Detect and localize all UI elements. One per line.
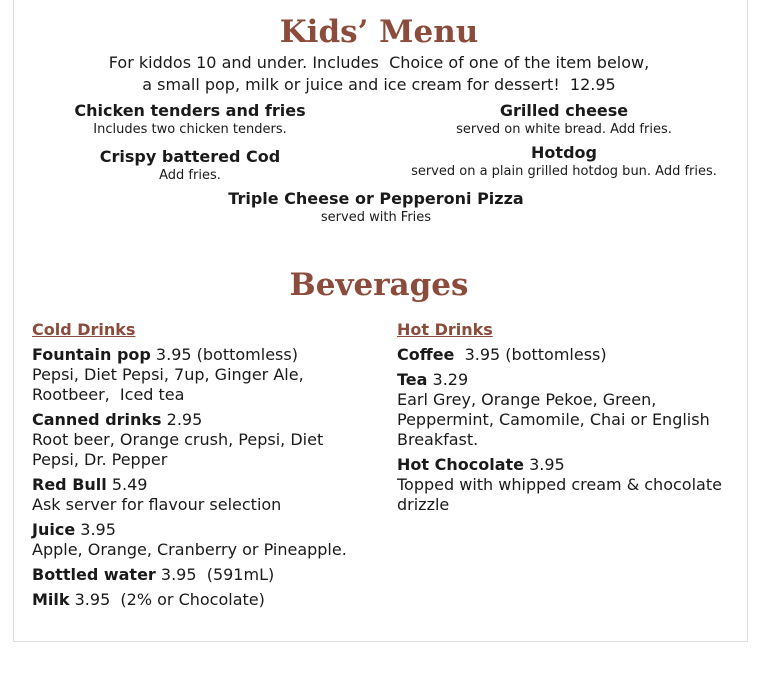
drink-item <box>32 345 372 405</box>
drink-price: 3.95 (2% or Chocolate) <box>69 590 265 609</box>
drink-name: Canned drinks <box>32 410 162 429</box>
kids-intro <box>0 52 758 96</box>
cold-drinks-heading: Cold Drinks <box>32 320 136 339</box>
drink-price: 3.95 <box>75 520 116 539</box>
kids-item-name: Chicken tenders and fries <box>74 101 306 120</box>
drink-desc: Root beer, Orange crush, Pepsi, Diet Pepsi, Dr. Pepper <box>32 430 324 469</box>
kids-intro-line-1: For kiddos 10 and under. Includes Choice of one of the item below, <box>108 53 650 72</box>
kids-item-hotdog <box>394 143 734 180</box>
drink-price: 5.49 <box>106 475 148 494</box>
kids-item-name: Grilled cheese <box>499 101 629 120</box>
kids-intro-line-2: a small pop, milk or juice and ice cream for dessert! 12.95 <box>142 75 616 94</box>
drink-desc: Ask server for flavour selection <box>32 495 282 514</box>
drink-desc: Apple, Orange, Cranberry or Pineapple. <box>32 540 347 559</box>
drink-price: 3.95 (591mL) <box>155 565 275 584</box>
drink-item <box>32 410 372 470</box>
kids-item-grilled-cheese <box>404 101 724 138</box>
kids-item-name: Hotdog <box>531 143 597 162</box>
drink-price: 3.95 (bottomless) <box>150 345 298 364</box>
kids-item-desc: served with Fries <box>320 210 432 225</box>
kids-item-desc: served on white bread. Add fries. <box>456 122 672 137</box>
drink-price: 3.95 (bottomless) <box>454 345 607 364</box>
kids-item-desc: served on a plain grilled hotdog bun. Add fries. <box>411 164 717 179</box>
hot-drinks-heading: Hot Drinks <box>397 320 493 339</box>
kids-item-desc: Add fries. <box>159 168 221 183</box>
beverages-title: Beverages <box>289 267 469 303</box>
drink-name: Hot Chocolate <box>397 455 524 474</box>
drink-name: Red Bull <box>32 475 107 494</box>
kids-item-crispy-cod <box>40 147 340 184</box>
drink-name: Milk <box>32 590 70 609</box>
drink-item <box>397 455 732 515</box>
cold-drinks-column <box>32 320 372 615</box>
hot-drinks-column <box>397 320 732 520</box>
drink-name: Juice <box>32 520 76 539</box>
kids-item-desc: Includes two chicken tenders. <box>93 122 287 137</box>
drink-item <box>397 370 732 450</box>
drink-name: Fountain pop <box>32 345 151 364</box>
drink-desc: Earl Grey, Orange Pekoe, Green, Peppermint, Camomile, Chai or English Breakfast. <box>397 390 710 449</box>
drink-item <box>397 345 732 365</box>
drink-desc: Topped with whipped cream & chocolate drizzle <box>397 475 722 514</box>
drink-item <box>32 520 372 560</box>
kids-item-name: Triple Cheese or Pepperoni Pizza <box>228 189 524 208</box>
kids-item-pizza <box>176 189 576 226</box>
drink-item <box>32 565 372 585</box>
drink-item <box>32 475 372 515</box>
drink-name: Coffee <box>397 345 455 364</box>
drink-price: 2.95 <box>161 410 203 429</box>
drink-price: 3.29 <box>427 370 469 389</box>
kids-menu-title: Kids’ Menu <box>279 14 479 50</box>
kids-item-name: Crispy battered Cod <box>99 147 281 166</box>
kids-item-chicken-tenders <box>40 101 340 138</box>
drink-name: Tea <box>397 370 428 389</box>
drink-price: 3.95 <box>523 455 565 474</box>
drink-desc: Pepsi, Diet Pepsi, 7up, Ginger Ale, Rootbeer, Iced tea <box>32 365 309 404</box>
drink-name: Bottled water <box>32 565 156 584</box>
drink-item <box>32 590 372 610</box>
